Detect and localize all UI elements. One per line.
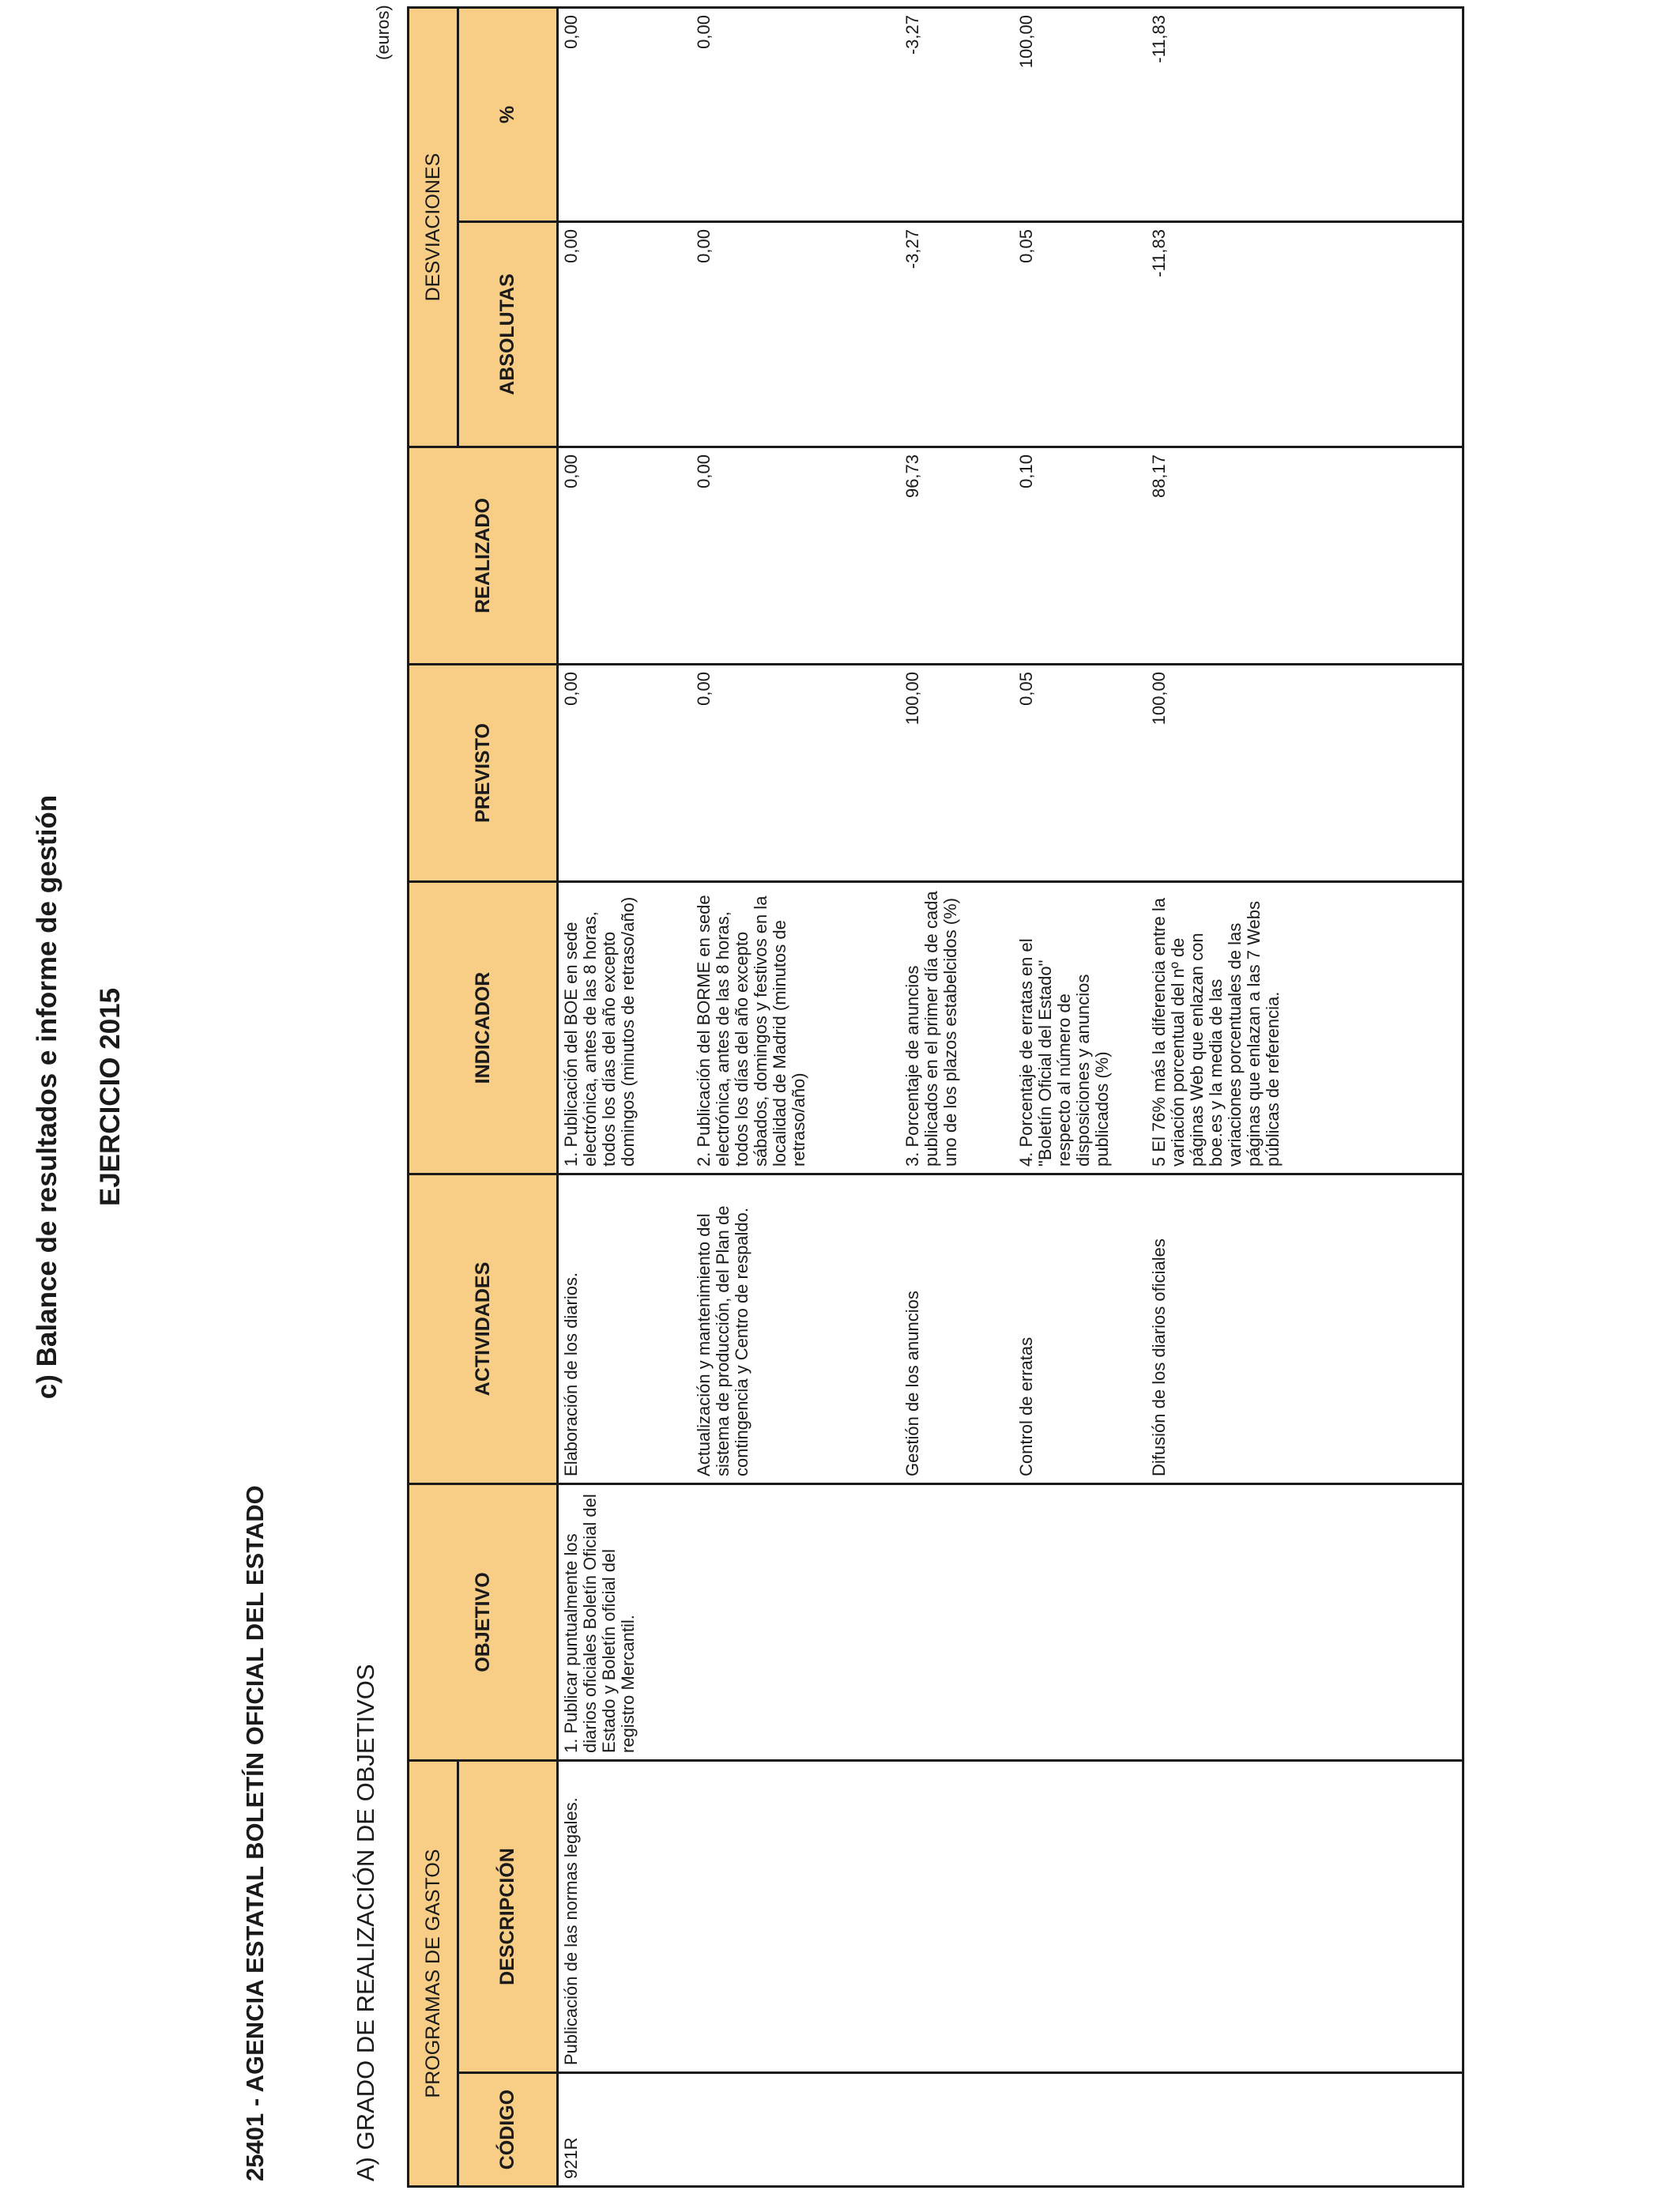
absolutas-3: -3,27 [902,228,922,270]
report-year: EJERCICIO 2015 [95,987,126,1207]
table-row [558,7,1463,2186]
realizado-3: 96,73 [902,454,922,499]
header-actividades: ACTIVIDADES [409,1174,558,1483]
indicador-2: 2. Publicación del BORME en sede electrónica, antes de las 8 horas, todos los días del año excepto sábados, domingos y festivos en la localidad de Madrid (minutos de retraso/año) [694,895,808,1167]
header-descripcion: DESCRIPCIÓN [458,1760,558,2072]
previsto-1: 0,00 [561,671,581,706]
porcentaje-5: -11,83 [1149,14,1169,63]
header-absolutas: ABSOLUTAS [458,221,558,447]
realizado-4: 0,10 [1016,454,1036,488]
indicador-4: 4. Porcentaje de erratas en el "Boletín Oficial del Estado" respecto al número de disposiciones y anuncios publicados (%) [1016,938,1112,1167]
absolutas-2: 0,00 [694,228,714,263]
porcentaje-1: 0,00 [561,14,581,49]
actividad-2: Actualización y mantenimiento del sistema de producción, del Plan de contingencia y Centro de respaldo. [694,1205,751,1476]
actividades-cell [559,1175,1462,1483]
porcentaje-cell [559,9,1462,221]
header-objetivo: OBJETIVO [409,1483,558,1760]
objetivo-cell: 1. Publicar puntualmente los diarios oficiales Boletín Oficial del Estado y Boletín oficial del registro Mercantil. [561,1494,638,1753]
descripcion-cell: Publicación de las normas legales. [561,1797,581,2065]
header-realizado: REALIZADO [409,447,558,664]
realizado-cell [559,448,1462,663]
realizado-2: 0,00 [694,454,714,488]
realizado-5: 88,17 [1149,454,1169,499]
report-title: c) Balance de resultados e informe de gestión [32,794,62,1400]
actividad-3: Gestión de los anuncios [902,1291,922,1476]
currency-note: (euros) [373,5,393,60]
absolutas-4: 0,05 [1016,228,1036,263]
header-previsto: PREVISTO [409,664,558,881]
section-heading: A) GRADO DE REALIZACIÓN DE OBJETIVOS [352,1664,379,2181]
actividad-4: Control de erratas [1016,1336,1036,1476]
objectives-table [407,6,1464,2188]
actividad-1: Elaboración de los diarios. [561,1272,581,1476]
previsto-5: 100,00 [1149,671,1169,726]
header-codigo: CÓDIGO [458,2073,558,2187]
previsto-cell [559,665,1462,880]
header-porcentaje: % [458,7,558,221]
realizado-1: 0,00 [561,454,581,488]
indicador-1: 1. Publicación del BOE en sede electrónica, antes de las 8 horas, todos los días del año excepto domingos (minutos de retraso/año) [561,896,638,1167]
codigo-cell: 921R [561,2137,581,2179]
absolutas-1: 0,00 [561,228,581,263]
actividad-5: Difusión de los diarios oficiales [1149,1238,1169,1476]
indicador-cell [559,883,1462,1173]
previsto-4: 0,05 [1016,671,1036,706]
absolutas-cell [559,223,1462,446]
header-programas-gastos: PROGRAMAS DE GASTOS [409,1760,458,2186]
absolutas-5: -11,83 [1149,228,1169,277]
previsto-2: 0,00 [694,671,714,706]
previsto-3: 100,00 [902,671,922,726]
header-indicador: INDICADOR [409,881,558,1174]
agency-name: 25401 - AGENCIA ESTATAL BOLETÍN OFICIAL DEL ESTADO [241,1485,269,2181]
indicador-3: 3. Porcentaje de anuncios publicados en el primer día de cada uno de los plazos estabelcidos (%) [902,891,960,1167]
indicador-5: 5 El 76% más la diferencia entre la variación porcentual del nº de páginas Web que enlazan con boe.es y la media de las variaciones porcentuales de las páginas que enlazan a las 7 Webs públicas de referencia. [1149,898,1283,1167]
porcentaje-2: 0,00 [694,14,714,49]
porcentaje-3: -3,27 [902,14,922,55]
porcentaje-4: 100,00 [1016,14,1036,69]
header-desviaciones: DESVIACIONES [409,7,458,447]
